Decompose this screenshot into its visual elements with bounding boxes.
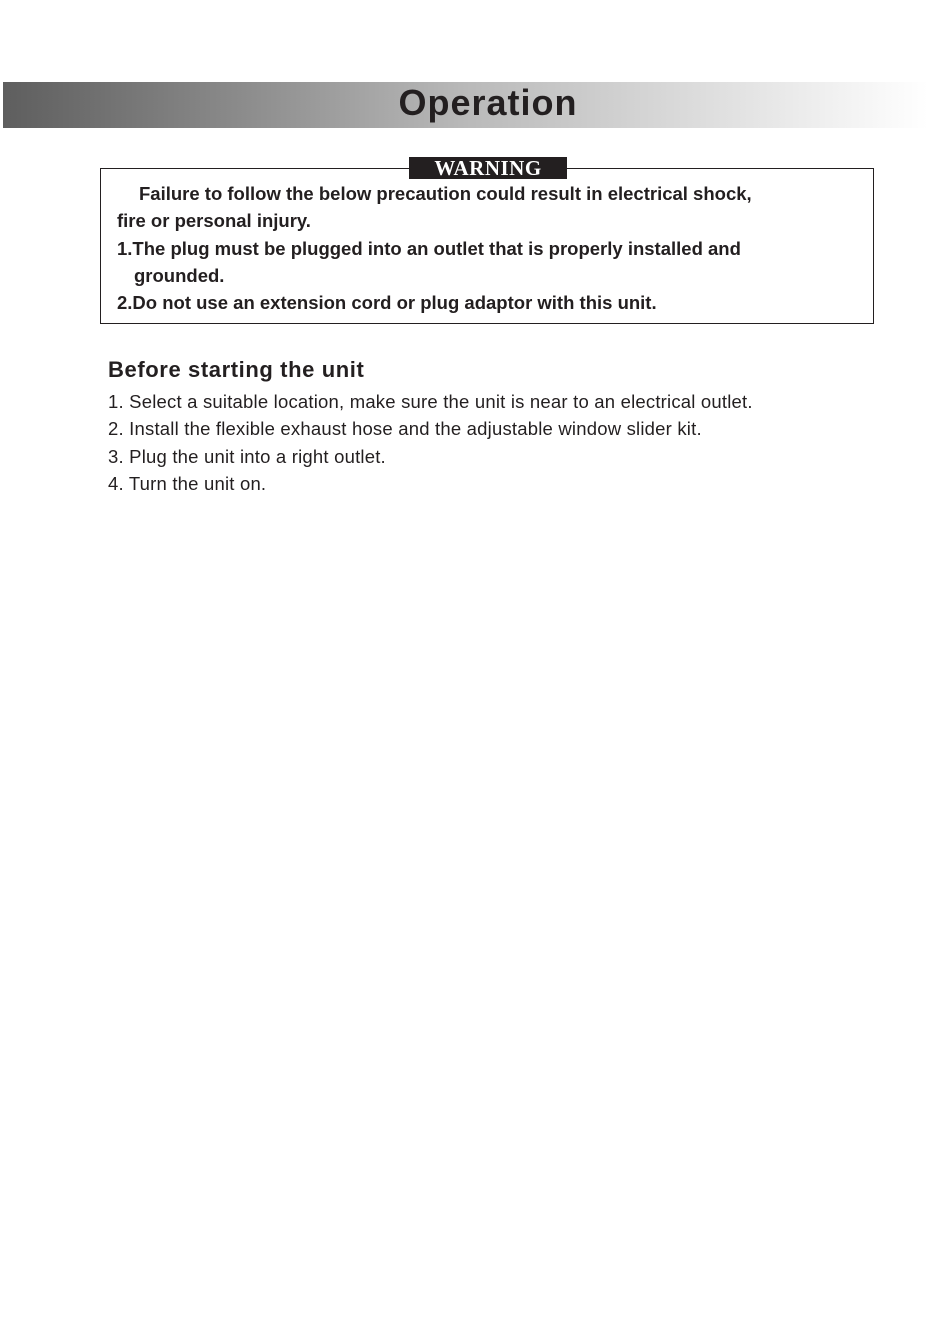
warning-label: WARNING <box>409 157 567 179</box>
warning-line: fire or personal injury. <box>117 210 311 232</box>
list-item: 1. Select a suitable location, make sure the unit is near to an electrical outlet. <box>108 391 753 412</box>
list-item: 3. Plug the unit into a right outlet. <box>108 445 386 467</box>
warning-line: grounded. <box>134 264 225 286</box>
warning-line: Failure to follow the below precaution could result in electrical shock, <box>139 183 752 204</box>
warning-line: 2.Do not use an extension cord or plug adaptor with this unit. <box>117 292 657 314</box>
steps-list <box>108 388 753 497</box>
list-item: 4. Turn the unit on. <box>108 472 267 494</box>
page-title: Operation <box>398 82 578 123</box>
section-heading: Before starting the unit <box>108 357 365 382</box>
warning-line: 1.The plug must be plugged into an outlet that is properly installed and <box>117 237 741 259</box>
list-item: 2. Install the flexible exhaust hose and the adjustable window slider kit. <box>108 418 702 440</box>
header-bar <box>3 82 928 128</box>
warning-text <box>117 180 857 316</box>
